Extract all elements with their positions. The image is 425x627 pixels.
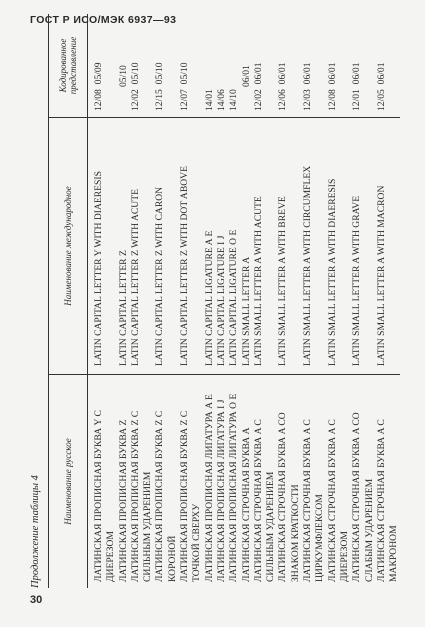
cell-russian-name: ЛАТИНСКАЯ СТРОЧНАЯ БУКВА A	[240, 427, 252, 582]
table-header-row	[49, 14, 88, 588]
table-row	[204, 14, 216, 588]
cell-coded-representation: 14/10	[228, 14, 240, 118]
rotated-table-block	[30, 36, 400, 588]
cell-international-name: LATIN SMALL LETTER A WITH GRAVE	[351, 118, 376, 375]
cell-international-name: LATIN SMALL LETTER A WITH MACRON	[376, 118, 401, 375]
table-row	[327, 14, 352, 588]
cell-coded-representation: 12/05 06/01	[376, 14, 401, 118]
cell-russian-name: ЛАТИНСКАЯ ПРОПИСНАЯ ЛИГАТУРА I J	[215, 399, 227, 582]
cell-coded-representation: 12/06 06/01	[277, 14, 302, 118]
cell-coded-representation: 12/07 05/10	[179, 14, 204, 118]
cell-russian-name: ЛАТИНСКАЯ ПРОПИСНАЯ ЛИГАТУРА O E	[228, 393, 240, 582]
table-row	[228, 14, 240, 588]
cell-international-name: LATIN CAPITAL LIGATURE A E	[204, 118, 216, 375]
cell-international-name: LATIN CAPITAL LIGATURE O E	[228, 118, 240, 375]
cell-international-name: LATIN SMALL LETTER A WITH CIRCUMFLEX	[302, 118, 327, 375]
cell-coded-representation: 12/03 06/01	[302, 14, 327, 118]
cell-coded-representation: 06/01	[241, 14, 253, 118]
cell-international-name: LATIN CAPITAL LETTER Y WITH DIAERESIS	[88, 118, 118, 375]
table-row	[118, 14, 130, 588]
column-header-russian: Наименование русское	[49, 375, 88, 589]
cell-coded-representation: 14/06	[216, 14, 228, 118]
cell-international-name: LATIN SMALL LETTER A	[241, 118, 253, 375]
table-row	[376, 14, 401, 588]
cell-coded-representation: 14/01	[204, 14, 216, 118]
cell-international-name: LATIN CAPITAL LETTER Z	[118, 118, 130, 375]
cell-russian-name: ЛАТИНСКАЯ ПРОПИСНАЯ БУКВА Z	[117, 419, 129, 582]
cell-russian-name: ЛАТИНСКАЯ СТРОЧНАЯ БУКВА A С СИЛЬНЫМ УДАРЕНИЕМ	[252, 419, 277, 582]
cell-russian-name: ЛАТИНСКАЯ ПРОПИСНАЯ ЛИГАТУРА A E	[203, 394, 215, 582]
table-row	[88, 14, 118, 588]
cell-coded-representation: 12/02 05/10	[130, 14, 155, 118]
cell-russian-name: ЛАТИНСКАЯ СТРОЧНАЯ БУКВА A С ДИЕРЕЗОМ	[326, 419, 350, 582]
cell-coded-representation: 12/08 05/09	[88, 14, 118, 118]
cell-russian-name: ЛАТИНСКАЯ СТРОЧНАЯ БУКВА A С МАКРОНОМ	[375, 419, 400, 582]
cell-russian-name: ЛАТИНСКАЯ СТРОЧНАЯ БУКВА A С ЦИРКУМФЛЕКСОМ	[302, 419, 326, 582]
cell-russian-name: ЛАТИНСКАЯ СТРОЧНАЯ БУКВА A СО ЗНАКОМ КРАТКОСТИ	[277, 412, 301, 582]
character-table	[48, 14, 400, 588]
table-row	[130, 14, 155, 588]
cell-coded-representation: 05/10	[118, 14, 130, 118]
cell-international-name: LATIN SMALL LETTER A WITH BREVE	[277, 118, 302, 375]
cell-international-name: LATIN CAPITAL LETTER Z WITH CARON	[154, 118, 179, 375]
cell-coded-representation: 12/02 06/01	[253, 14, 278, 118]
cell-coded-representation: 12/01 06/01	[351, 14, 376, 118]
cell-international-name: LATIN SMALL LETTER A WITH DIAERESIS	[327, 118, 352, 375]
table-row	[179, 14, 204, 588]
table-row	[302, 14, 327, 588]
table-row	[253, 14, 278, 588]
cell-international-name: LATIN CAPITAL LETTER Z WITH DOT ABOVE	[179, 118, 204, 375]
cell-coded-representation: 12/15 05/10	[154, 14, 179, 118]
table-row	[241, 14, 253, 588]
table-row	[154, 14, 179, 588]
cell-russian-name: ЛАТИНСКАЯ СТРОЧНАЯ БУКВА A СО СЛАБЫМ УДАРЕНИЕМ	[351, 412, 375, 582]
table-row	[351, 14, 376, 588]
column-header-international: Наименование международное	[49, 118, 88, 375]
cell-russian-name: ЛАТИНСКАЯ ПРОПИСНАЯ БУКВА Z С КОРОНОЙ	[154, 410, 178, 582]
cell-international-name: LATIN CAPITAL LETTER Z WITH ACUTE	[130, 118, 155, 375]
cell-coded-representation: 12/08 06/01	[327, 14, 352, 118]
table-row	[277, 14, 302, 588]
table-row	[216, 14, 228, 588]
cell-international-name: LATIN CAPITAL LIGATURE I J	[216, 118, 228, 375]
cell-russian-name: ЛАТИНСКАЯ ПРОПИСНАЯ БУКВА Z С ТОЧКОЙ СВЕРХУ	[179, 410, 203, 582]
page-header: ГОСТ Р ИСО/МЭК 6937—93	[30, 14, 177, 26]
cell-russian-name: ЛАТИНСКАЯ ПРОПИСНАЯ БУКВА Y С ДИЕРЕЗОМ	[93, 410, 117, 582]
column-header-code: Кодированное представление	[49, 14, 88, 118]
cell-russian-name: ЛАТИНСКАЯ ПРОПИСНАЯ БУКВА Z С СИЛЬНЫМ УДАРЕНИЕМ	[129, 410, 154, 582]
cell-international-name: LATIN SMALL LETTER A WITH ACUTE	[253, 118, 278, 375]
table-caption: Продолжение таблицы 4	[30, 475, 41, 588]
page-number: 30	[30, 594, 43, 606]
